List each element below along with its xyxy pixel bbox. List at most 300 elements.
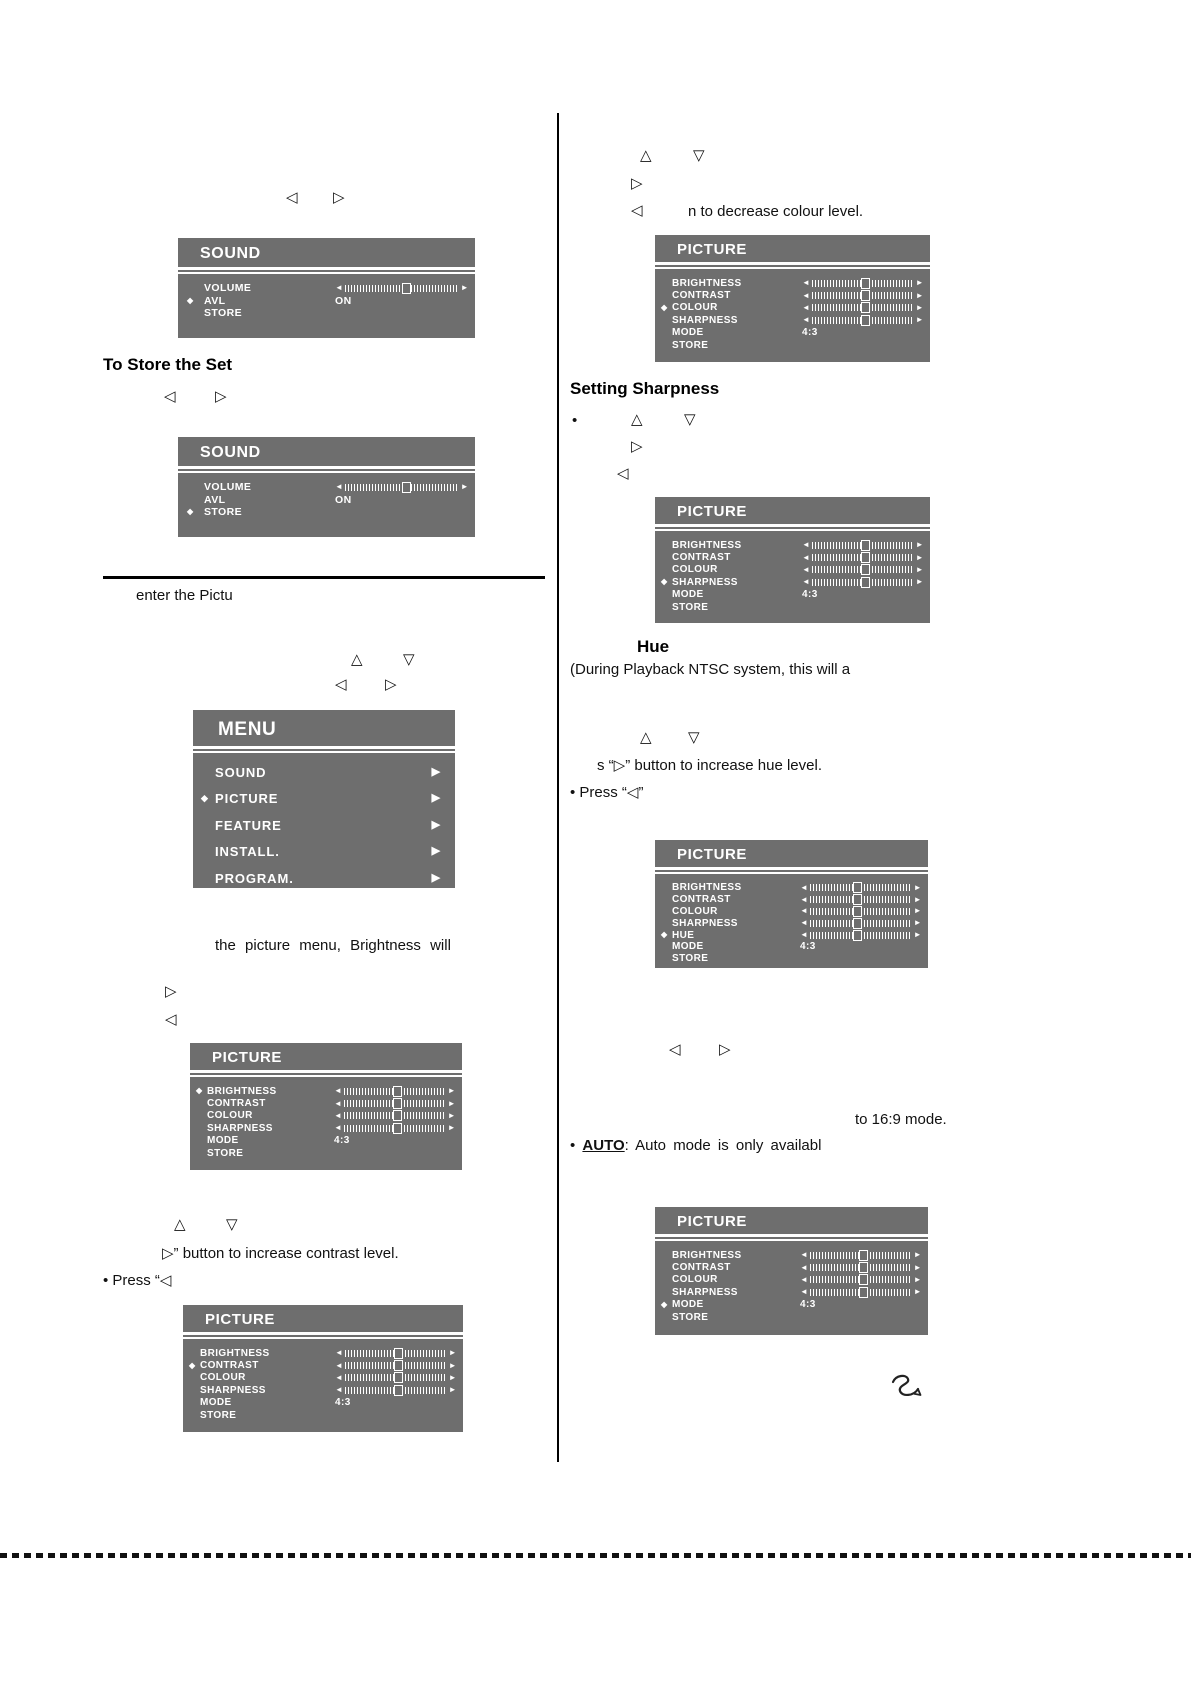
slider-right-arrow-icon: ► (913, 906, 922, 916)
menu-item-value (802, 578, 924, 586)
level-slider (334, 1112, 456, 1120)
title-underline (183, 1332, 463, 1339)
level-slider (335, 1362, 457, 1370)
menu-item-value (800, 1251, 922, 1259)
menu-item-value (800, 896, 922, 904)
slider-right-arrow-icon: ► (915, 290, 924, 300)
section-divider (103, 576, 545, 579)
instruction-text: • Press “◁ (103, 1272, 172, 1289)
slider-marker (859, 1250, 868, 1261)
menu-item-label: COLOUR (672, 564, 718, 576)
slider-marker (394, 1348, 403, 1359)
slider-marker (859, 1287, 868, 1298)
slider-track (810, 1276, 911, 1283)
slider-left-arrow-icon: ◄ (800, 1274, 809, 1284)
title-underline (190, 1070, 462, 1077)
menu-item-label: MODE (207, 1135, 239, 1147)
title-underline (655, 1234, 928, 1241)
osd-menu-title: PICTURE (677, 1213, 748, 1230)
menu-item-sound (193, 759, 455, 786)
menu-item-value (335, 284, 469, 292)
title-underline (655, 867, 928, 874)
menu-item-avl (178, 494, 475, 507)
menu-item-label: BRIGHTNESS (672, 539, 742, 551)
slider-left-arrow-icon: ◄ (335, 1372, 344, 1382)
menu-item-colour (655, 1274, 928, 1286)
slider-track (810, 1252, 911, 1259)
menu-item-label: CONTRAST (207, 1098, 266, 1110)
menu-item-value: ON (335, 493, 352, 506)
arrow-glyph-left: ◁ (164, 388, 176, 405)
title-underline (178, 466, 475, 473)
level-slider (335, 284, 469, 292)
slider-marker (861, 564, 870, 575)
slider-right-arrow-icon: ► (913, 1262, 922, 1272)
instruction-text: • Press “◁” (570, 784, 644, 801)
submenu-arrow-icon: ▶ (431, 818, 441, 831)
slider-track (344, 1112, 445, 1119)
menu-item-label: MODE (672, 1299, 704, 1311)
level-slider (800, 1288, 922, 1296)
osd-menu-sound-store (178, 437, 475, 537)
slider-left-arrow-icon: ◄ (335, 1360, 344, 1370)
slider-right-arrow-icon: ► (447, 1123, 456, 1133)
menu-item-value (432, 820, 441, 831)
level-slider (334, 1087, 456, 1095)
slider-track (812, 317, 913, 324)
menu-item-colour (655, 564, 930, 576)
slider-track (345, 1362, 446, 1369)
arrow-glyph-left: ◁ (286, 189, 298, 206)
osd-menu-title: PICTURE (677, 241, 748, 258)
auto-mode-line (570, 1137, 821, 1156)
section-heading-store: To Store the Set (103, 355, 233, 374)
slider-right-arrow-icon: ► (913, 918, 922, 928)
slider-track (812, 566, 913, 573)
arrow-glyph-right: ▷ (631, 175, 643, 192)
arrow-glyph-left: ◁ (335, 676, 347, 693)
menu-item-colour (190, 1110, 462, 1122)
arrow-glyph-left: ◁ (617, 465, 629, 482)
menu-item-label: STORE (204, 506, 242, 519)
menu-item-value (800, 884, 922, 892)
slider-track (812, 292, 913, 299)
osd-item-list (190, 1077, 462, 1159)
slider-right-arrow-icon: ► (915, 552, 924, 562)
menu-item-colour (183, 1372, 463, 1384)
slider-track (810, 908, 911, 915)
bullet-glyph: • (572, 412, 578, 429)
slider-marker (859, 1274, 868, 1285)
slider-left-arrow-icon: ◄ (802, 278, 811, 288)
menu-item-store (178, 506, 475, 519)
slider-marker (394, 1372, 403, 1383)
menu-item-label: PROGRAM. (215, 870, 294, 886)
level-slider (335, 1386, 457, 1394)
menu-item-value (432, 873, 441, 884)
slider-left-arrow-icon: ◄ (335, 283, 344, 293)
slider-right-arrow-icon: ► (913, 1287, 922, 1297)
arrow-glyph-down: ▽ (693, 147, 705, 164)
slider-track (345, 1374, 446, 1381)
level-slider (802, 304, 924, 312)
slider-track (344, 1088, 445, 1095)
menu-item-value (335, 1374, 457, 1382)
menu-item-label: BRIGHTNESS (672, 1249, 742, 1261)
osd-item-list (178, 274, 475, 320)
arrow-glyph-up: △ (640, 147, 652, 164)
slider-left-arrow-icon: ◄ (800, 1262, 809, 1272)
menu-item-sharpness (655, 917, 928, 929)
level-slider (800, 884, 922, 892)
slider-track (810, 1289, 911, 1296)
slider-left-arrow-icon: ◄ (802, 540, 811, 550)
level-slider (800, 1251, 922, 1259)
osd-menu-picture-mode (655, 1207, 928, 1335)
menu-item-contrast (655, 551, 930, 563)
osd-menu-title: PICTURE (677, 503, 748, 520)
menu-item-value: ON (335, 294, 352, 307)
menu-item-label: BRIGHTNESS (200, 1347, 270, 1359)
slider-marker (861, 278, 870, 289)
osd-menu-picture-contrast (183, 1305, 463, 1432)
osd-item-list (193, 753, 455, 888)
title-underline (193, 746, 455, 753)
arrow-glyph-down: ▽ (688, 729, 700, 746)
slider-left-arrow-icon: ◄ (800, 1250, 809, 1260)
cursor-icon: ◆ (661, 302, 668, 312)
menu-item-value: 4:3 (800, 1299, 816, 1311)
menu-item-label: SHARPNESS (672, 576, 738, 588)
slider-right-arrow-icon: ► (915, 577, 924, 587)
level-slider (802, 316, 924, 324)
menu-item-mode (655, 941, 928, 953)
menu-item-sharpness (655, 314, 930, 326)
menu-item-label: HUE (672, 929, 695, 941)
submenu-arrow-icon: ▶ (431, 871, 441, 884)
menu-item-mode (183, 1397, 463, 1409)
menu-item-mode (655, 1299, 928, 1311)
slider-left-arrow-icon: ◄ (800, 1287, 809, 1297)
level-slider (802, 578, 924, 586)
title-underline (655, 262, 930, 269)
slider-track (812, 542, 913, 549)
instruction-text: ▷” button to increase contrast level. (162, 1245, 399, 1262)
level-slider (334, 1124, 456, 1132)
slider-track (344, 1100, 445, 1107)
menu-item-label: CONTRAST (200, 1360, 259, 1372)
osd-item-list (655, 1241, 928, 1323)
cursor-icon: ◆ (189, 1360, 196, 1370)
arrow-glyph-down: ▽ (226, 1216, 238, 1233)
menu-item-sharpness (190, 1122, 462, 1134)
slider-track (812, 554, 913, 561)
osd-item-list (655, 269, 930, 351)
slider-track (810, 896, 911, 903)
osd-item-list (178, 473, 475, 519)
slider-right-arrow-icon: ► (913, 882, 922, 892)
menu-item-value (802, 554, 924, 562)
menu-item-colour (655, 906, 928, 918)
slider-track (810, 1264, 911, 1271)
menu-item-value (432, 767, 441, 778)
menu-item-value (800, 907, 922, 915)
slider-marker (853, 894, 862, 905)
menu-item-brightness (183, 1347, 463, 1359)
slider-track (345, 1350, 446, 1357)
menu-item-colour (655, 302, 930, 314)
menu-item-label: COLOUR (200, 1372, 246, 1384)
arrow-glyph-down: ▽ (403, 651, 415, 668)
slider-right-arrow-icon: ► (460, 482, 469, 492)
menu-item-store (178, 307, 475, 320)
slider-left-arrow-icon: ◄ (802, 577, 811, 587)
arrow-glyph-right: ▷ (165, 983, 177, 1000)
slider-left-arrow-icon: ◄ (802, 315, 811, 325)
menu-item-picture (193, 786, 455, 813)
slider-marker (853, 930, 862, 941)
menu-item-value: 4:3 (802, 327, 818, 339)
instruction-text: : Auto mode is only availabl (624, 1137, 822, 1154)
menu-item-feature (193, 812, 455, 839)
osd-menu-title: PICTURE (205, 1311, 276, 1328)
title-underline (655, 524, 930, 531)
osd-menu-title: MENU (218, 719, 277, 740)
slider-right-arrow-icon: ► (448, 1372, 457, 1382)
slider-marker (861, 302, 870, 313)
menu-item-label: STORE (672, 339, 709, 351)
menu-item-value (802, 304, 924, 312)
slider-left-arrow-icon: ◄ (800, 918, 809, 928)
arrow-glyph-right: ▷ (719, 1041, 731, 1058)
slider-right-arrow-icon: ► (447, 1098, 456, 1108)
menu-item-label: STORE (672, 601, 709, 613)
menu-item-contrast (190, 1097, 462, 1109)
arrow-glyph-up: △ (351, 651, 363, 668)
menu-item-value (802, 292, 924, 300)
slider-track (812, 280, 913, 287)
slider-right-arrow-icon: ► (913, 894, 922, 904)
slider-left-arrow-icon: ◄ (800, 894, 809, 904)
arrow-glyph-up: △ (631, 411, 643, 428)
level-slider (800, 931, 922, 939)
level-slider (800, 907, 922, 915)
menu-item-hue (655, 929, 928, 941)
arrow-glyph-left: ◁ (669, 1041, 681, 1058)
osd-menu-picture-hue (655, 840, 928, 968)
level-slider (334, 1100, 456, 1108)
menu-item-label: MODE (672, 589, 704, 601)
menu-item-avl (178, 295, 475, 308)
slider-track (345, 285, 458, 292)
menu-item-label: STORE (207, 1147, 244, 1159)
slider-marker (861, 577, 870, 588)
menu-item-label: CONTRAST (672, 894, 731, 906)
slider-marker (394, 1360, 403, 1371)
menu-item-label: BRIGHTNESS (207, 1085, 277, 1097)
cursor-icon: ◆ (187, 507, 194, 517)
menu-item-label: PICTURE (215, 791, 279, 807)
menu-item-label: COLOUR (672, 905, 718, 917)
menu-item-store (655, 953, 928, 965)
slider-track (812, 579, 913, 586)
menu-item-value (800, 931, 922, 939)
menu-item-label: INSTALL. (215, 844, 280, 860)
menu-item-label: SHARPNESS (672, 1286, 738, 1298)
menu-item-store (190, 1147, 462, 1159)
menu-item-label: CONTRAST (672, 552, 731, 564)
level-slider (802, 279, 924, 287)
menu-item-store (655, 1311, 928, 1323)
osd-menu-picture-sharpness (655, 497, 930, 623)
menu-item-label: BRIGHTNESS (672, 277, 742, 289)
section-heading-hue: Hue (637, 637, 670, 656)
slider-right-arrow-icon: ► (915, 278, 924, 288)
level-slider (335, 1349, 457, 1357)
menu-item-volume (178, 282, 475, 295)
slider-right-arrow-icon: ► (915, 302, 924, 312)
menu-item-label: COLOUR (672, 1274, 718, 1286)
slider-right-arrow-icon: ► (447, 1110, 456, 1120)
menu-item-label: AVL (204, 294, 226, 307)
slider-marker (859, 1262, 868, 1273)
slider-left-arrow-icon: ◄ (800, 930, 809, 940)
level-slider (800, 919, 922, 927)
arrow-glyph-down: ▽ (684, 411, 696, 428)
instruction-text: the picture menu, Brightness will (215, 937, 451, 954)
menu-item-value (334, 1087, 456, 1095)
menu-item-value (335, 1362, 457, 1370)
menu-item-label: STORE (672, 953, 709, 965)
menu-item-value (802, 279, 924, 287)
menu-item-contrast (183, 1359, 463, 1371)
slider-right-arrow-icon: ► (448, 1348, 457, 1358)
instruction-text: enter the Pictu (136, 587, 233, 604)
menu-item-value (335, 1386, 457, 1394)
slider-left-arrow-icon: ◄ (335, 1385, 344, 1395)
slider-right-arrow-icon: ► (447, 1086, 456, 1096)
menu-item-brightness (655, 539, 930, 551)
slider-marker (861, 540, 870, 551)
osd-menu-sound-avl (178, 238, 475, 338)
slider-marker (402, 283, 411, 294)
submenu-arrow-icon: ▶ (431, 845, 441, 858)
slider-marker (393, 1086, 402, 1097)
menu-item-brightness (655, 1249, 928, 1261)
slider-left-arrow-icon: ◄ (802, 564, 811, 574)
osd-item-list (655, 874, 928, 965)
menu-item-label: COLOUR (207, 1110, 253, 1122)
arrow-glyph-right: ▷ (333, 189, 345, 206)
menu-item-label: STORE (200, 1409, 237, 1421)
menu-item-brightness (190, 1085, 462, 1097)
cursor-icon: ◆ (187, 295, 194, 305)
menu-item-label: SHARPNESS (207, 1122, 273, 1134)
osd-menu-picture-colour (655, 235, 930, 362)
cursor-icon: ◆ (196, 1086, 203, 1096)
menu-item-value (802, 316, 924, 324)
level-slider (800, 1264, 922, 1272)
menu-item-contrast (655, 1261, 928, 1273)
menu-item-value: 4:3 (800, 941, 816, 953)
slider-right-arrow-icon: ► (913, 1274, 922, 1284)
menu-item-program (193, 865, 455, 888)
menu-item-label: FEATURE (215, 817, 282, 833)
slider-left-arrow-icon: ◄ (802, 302, 811, 312)
slider-marker (861, 552, 870, 563)
osd-main-menu (193, 710, 455, 888)
menu-item-sharpness (655, 576, 930, 588)
page-edge-perforation (0, 1553, 1191, 1558)
instruction-text: (During Playback NTSC system, this will a (570, 661, 851, 678)
menu-item-value (432, 793, 441, 804)
cursor-icon: ◆ (661, 930, 668, 940)
menu-item-value: 4:3 (335, 1397, 351, 1409)
menu-item-label: COLOUR (672, 302, 718, 314)
arrow-glyph-right: ▷ (631, 438, 643, 455)
level-slider (802, 566, 924, 574)
slider-right-arrow-icon: ► (915, 564, 924, 574)
slider-marker (861, 290, 870, 301)
instruction-text: to 16:9 mode. (855, 1111, 947, 1128)
menu-item-label: CONTRAST (672, 1262, 731, 1274)
slider-right-arrow-icon: ► (448, 1385, 457, 1395)
arrow-glyph-left: ◁ (631, 202, 643, 219)
osd-menu-picture-brightness (190, 1043, 462, 1170)
menu-item-mode (655, 589, 930, 601)
slider-marker (402, 482, 411, 493)
menu-item-label: VOLUME (204, 481, 252, 494)
menu-item-label: BRIGHTNESS (672, 882, 742, 894)
slider-marker (393, 1110, 402, 1121)
menu-item-value (335, 1349, 457, 1357)
menu-item-mode (190, 1135, 462, 1147)
slider-left-arrow-icon: ◄ (335, 1348, 344, 1358)
slider-right-arrow-icon: ► (448, 1360, 457, 1370)
slider-marker (853, 918, 862, 929)
cursor-icon: ◆ (661, 1299, 668, 1309)
submenu-arrow-icon: ▶ (431, 765, 441, 778)
menu-item-install (193, 839, 455, 866)
slider-track (812, 304, 913, 311)
menu-item-label: SHARPNESS (200, 1384, 266, 1396)
menu-item-value (802, 566, 924, 574)
slider-right-arrow-icon: ► (915, 540, 924, 550)
menu-item-store (655, 601, 930, 613)
continued-symbol-icon (890, 1372, 924, 1402)
slider-marker (393, 1123, 402, 1134)
menu-item-value (800, 1264, 922, 1272)
menu-item-label: STORE (672, 1311, 709, 1323)
cursor-icon: ◆ (201, 793, 209, 804)
menu-item-label: CONTRAST (672, 290, 731, 302)
submenu-arrow-icon: ▶ (431, 792, 441, 805)
menu-item-value (335, 483, 469, 491)
menu-item-value (800, 1288, 922, 1296)
level-slider (802, 554, 924, 562)
bullet-glyph: • (570, 1137, 583, 1154)
slider-track (810, 932, 911, 939)
slider-left-arrow-icon: ◄ (802, 552, 811, 562)
osd-item-list (183, 1339, 463, 1421)
slider-track (345, 484, 458, 491)
arrow-glyph-right: ▷ (385, 676, 397, 693)
menu-item-contrast (655, 894, 928, 906)
menu-item-label: SHARPNESS (672, 917, 738, 929)
menu-item-volume (178, 481, 475, 494)
menu-item-mode (655, 327, 930, 339)
menu-item-label: MODE (672, 327, 704, 339)
